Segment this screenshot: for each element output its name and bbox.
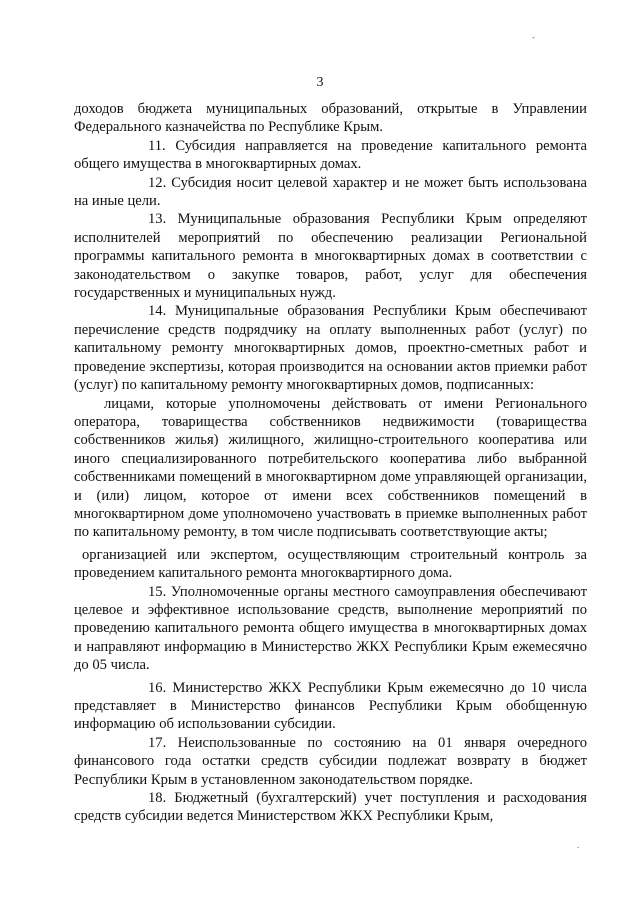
scan-mark: -: [532, 32, 535, 42]
paragraph: организацией или экспертом, осуществляющим строительный контроль за проведением капитального ремонта многоквартирного дома.: [74, 546, 587, 582]
paragraph: 13. Муниципальные образования Республики Крым определяют исполнителей мероприятий по обеспечению реализации Региональной программы капитального ремонта в многоквартирных домах в соответствии с законодательством о закупке товаров, работ, услуг для обеспечения государственных и муниципальных нужд.: [74, 211, 587, 302]
scan-mark: .: [577, 840, 580, 850]
paragraph: 18. Бюджетный (бухгалтерский) учет поступления и расходования средств субсидии ведется Министерством ЖКХ Республики Крым,: [74, 790, 587, 825]
paragraph: 15. Уполномоченные органы местного самоуправления обеспечивают целевое и эффективное использование средств, выполнение мероприятий по проведению капитального ремонта общего имущества в многоквартирных домах и направляют информацию в Министерство ЖКХ Республики Крым ежемесячно до 05 числа.: [74, 583, 587, 674]
page-number: 3: [316, 75, 324, 90]
paragraph: 16. Министерство ЖКХ Республики Крым ежемесячно до 10 числа представляет в Министерство финансов Республики Крым обобщенную информацию об использовании субсидии.: [74, 679, 587, 733]
document-body: [74, 100, 587, 826]
paragraph: 17. Неиспользованные по состоянию на 01 января очередного финансового года остатки средств субсидии подлежат возврату в бюджет Республики Крым в установленном законодательством порядке.: [74, 734, 587, 788]
paragraph: 12. Субсидия носит целевой характер и не может быть использована на иные цели.: [74, 174, 587, 210]
paragraph: 14. Муниципальные образования Республики Крым обеспечивают перечисление средств подрядчику на оплату выполненных работ (услуг) по капитальному ремонту многоквартирных домов, проектно-сметных работ и проведение экспертизы, которая производится на основании актов приемки работ (услуг) по капитальному ремонту многоквартирных домов, подписанных:: [74, 303, 587, 394]
paragraph: лицами, которые уполномочены действовать от имени Регионального оператора, товарищества собственников недвижимости (товарищества собственников жилья) жилищного, жилищно-строительного кооператива или иного специализированного потребительского кооператива либо выбранной собственниками помещений в многоквартирном доме управляющей организации, и (или) лицом, которое от имени всех собственников помещений в многоквартирном доме уполномочено участвовать в приемке выполненных работ по капитальному ремонту, в том числе подписывать соответствующие акты;: [74, 395, 587, 541]
paragraph: доходов бюджета муниципальных образований, открытые в Управлении Федерального казначейства по Республике Крым.: [74, 101, 587, 136]
paragraph: 11. Субсидия направляется на проведение капитального ремонта общего имущества в многоквартирных домах.: [74, 137, 587, 173]
